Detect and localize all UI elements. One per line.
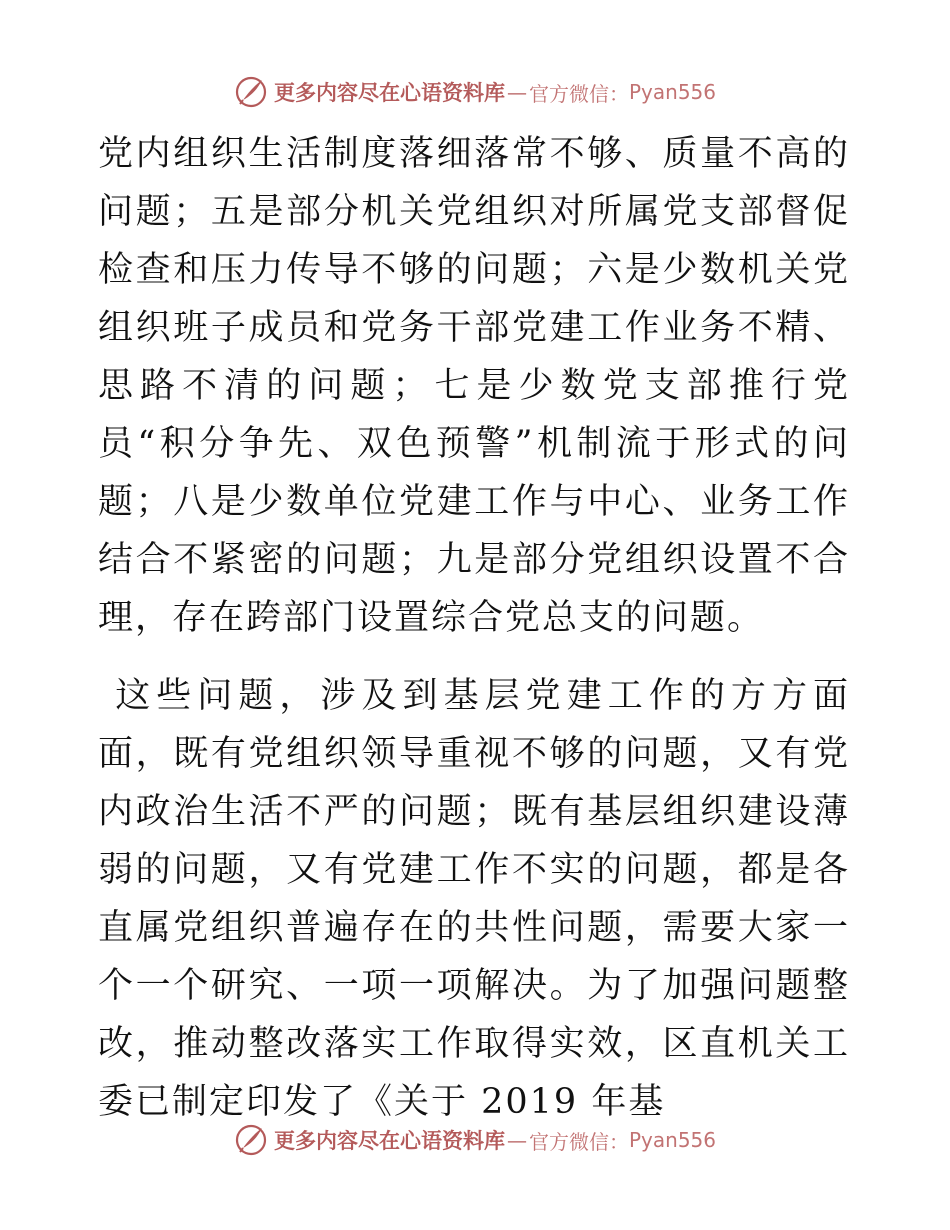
header-wechat-label: 官方微信： [528, 81, 629, 106]
document-body [98, 125, 850, 1131]
footer-wechat-id: Pyan556 [628, 1128, 716, 1152]
header-brand-text: 更多内容尽在心语资料库 [273, 80, 505, 105]
body-paragraph-1: 党内组织生活制度落细落常不够、质量不高的问题；五是部分机关党组织对所属党支部督促检查和压力传导不够的问题；六是少数机关党组织班子成员和党务干部党建工作业务不精、思路不清的问题；七是少数党支部推行党员“积分争先、双色预警”机制流于形式的问题；八是少数单位党建工作与中心、业务工作结合不紧密的问题；九是部分党组织设置不合理，存在跨部门设置综合党总支的问题。 [98, 134, 850, 638]
feather-pen-logo-icon [234, 75, 268, 109]
page-footer-banner [0, 1120, 950, 1160]
footer-dash: — [506, 1128, 527, 1152]
feather-pen-logo-icon [234, 1123, 268, 1157]
footer-wechat-label: 官方微信： [528, 1129, 629, 1154]
page-header-banner [0, 72, 950, 112]
header-dash: — [506, 80, 527, 104]
body-paragraph-2: 这些问题，涉及到基层党建工作的方方面面，既有党组织领导重视不够的问题，又有党内政治生活不严的问题；既有基层组织建设薄弱的问题，又有党建工作不实的问题，都是各直属党组织普遍存在的共性问题，需要大家一个一个研究、一项一项解决。为了加强问题整改，推动整改落实工作取得实效，区直机关工委已制定印发了《关于 2019 年基 [98, 676, 850, 1122]
footer-brand-text: 更多内容尽在心语资料库 [273, 1128, 505, 1153]
header-wechat-id: Pyan556 [628, 80, 716, 104]
